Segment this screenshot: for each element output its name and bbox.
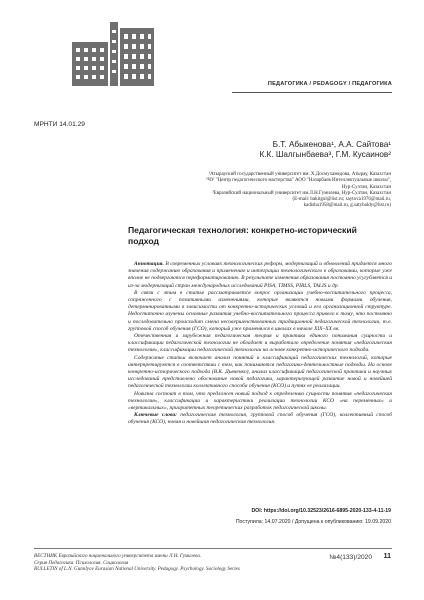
- article-title-line: подход: [128, 236, 159, 246]
- issue-number: №4(133)/2020: [329, 554, 372, 561]
- journal-title-en: BULLETIN of L.N. Gumilyov Eurasian National University. Pedagogy. Psychology. Sociology Series: [34, 566, 240, 572]
- doi-link[interactable]: DOI: https://doi.org/10.32523/2616-6895-2020-133-4-11-19: [251, 508, 391, 514]
- abstract-paragraph: Отечественная и зарубежная педагогическая теория и практика единого понимания сущности и классификации педагогической технологии не обладает и выработало определение понятия «педагогическая технология», классификации педагогической технологии на основе конкретно-исторического подхода.: [128, 333, 392, 354]
- journal-series: Серия Педагогика. Психология. Социология: [34, 559, 129, 566]
- affiliations: [131, 172, 391, 210]
- keywords-paragraph: [128, 412, 392, 426]
- affiliation-email[interactable]: (E-mail: bakitgul@list.ru; saytova1976@mail.ru,: [292, 197, 391, 202]
- received-dates: Поступила: 14.07.2020 / Допущена к опубликованию: 19.09.2020: [235, 519, 391, 525]
- authors-line: Б.Т. Абыкенова¹, А.А. Сайтова¹: [272, 140, 391, 149]
- abstract-paragraph: [128, 261, 392, 290]
- abstract-label: Аннотация.: [134, 261, 164, 267]
- university-building-logo: [64, 22, 160, 86]
- affiliation-email[interactable]: kadisha1958@mail.ru, g.satybaldy@list.ru): [303, 203, 391, 209]
- header-divider: [232, 92, 392, 93]
- article-title-line: Педагогическая технология: конкретно-исторический: [128, 225, 357, 235]
- abstract-paragraph: В связи с этим в статье рассматривается вопрос организации учебно-воспитательного процесса, сопряженного с позитивными изменениями, которые являются новыми формами обучения, детерминированными в зависимости от конкретно-исторических условий и его организационной структуре. Недостаточно изучены основные развития учебно-воспитательного процесса привело к тому, что постоянно и последовательно происходит смена несовершенствованных традиционной педагогической технологии, т.е. групповой способ обучения (ГСО), который уже применялся в школах в начале XIX–XX вв.: [128, 289, 392, 332]
- affiliation-line: Нур-Султан, Казахстан: [341, 184, 391, 190]
- authors-line: К.К. Шалгынбаева³, Г.М. Кусаинов²: [259, 150, 391, 159]
- abstract-paragraph: Содержание статьи включает анализ понятий и классификаций педагогических технологий, которые интерпретируются в соответствии с тем, как понимаются педагогико-деятельностные подходы. На основе конкретно-исторического подхода (В.К. Дьяченко), анализ классификаций педагогической практики и научных исследований представлено обоснование новой педагогики, характеризующей развитие новой и новейшей педагогической технологии коллективного способа обучения (КСО) и путях ее реализации.: [128, 354, 392, 390]
- abstract-body: [128, 261, 392, 427]
- keywords-text: педагогическая технология, групповой способ обучения (ГСО), коллективный способ обучения (КСО), новая и новейшая педагогическая технология.: [128, 412, 392, 426]
- affiliation-line: ²ЧУ "Центр педагогического мастерства" АОО "Назарбаев Интеллектуальные школы",: [206, 178, 391, 184]
- section-header: ПЕДАГОГИКА / PEDAGOGY / ПЕДАГОГИКА: [267, 81, 392, 87]
- article-title: [128, 225, 378, 247]
- journal-title: ВЕСТНИК Евразийского национального университета имени Л.Н. Гумилева.: [34, 553, 202, 559]
- affiliation-line: ³Евразийский национальный университет им.Л.Н.Гумилева, Нур-Султан, Казахстан: [212, 190, 391, 196]
- abstract-paragraph: Новизна состоит в том, что предложен новый подход к определению сущности понятия «педагогическая технология», классификации и характеристики реализации технологии КСО «на переменных» и «вертикальных», приоритетных теоретических разработок педагогической школы.: [128, 390, 392, 412]
- keywords-label: Ключевые слова:: [134, 412, 177, 419]
- footer-journal: [34, 553, 284, 573]
- footer-divider: [34, 548, 392, 549]
- affiliation-line: ¹Атырауский государственный университет им. Х.Досмухамедова, Атырау, Казахстан: [208, 172, 391, 177]
- abstract-text: В современных условиях технологических реформ, модернизаций и обновлений придается много значения содержанию образования и применению и интеграции технологического в образовании, которые уже вполне не подвергаются переформатированию. В результате изменения образования постоянно усугубляется и из-за модернизаций стран международных исследований PISA, TIMSS, PIRLS, TALIS и др.: [128, 261, 393, 289]
- mriti-code: МРНТИ 14.01.29: [34, 121, 85, 128]
- page-number: 11: [383, 553, 391, 560]
- authors: [131, 140, 391, 160]
